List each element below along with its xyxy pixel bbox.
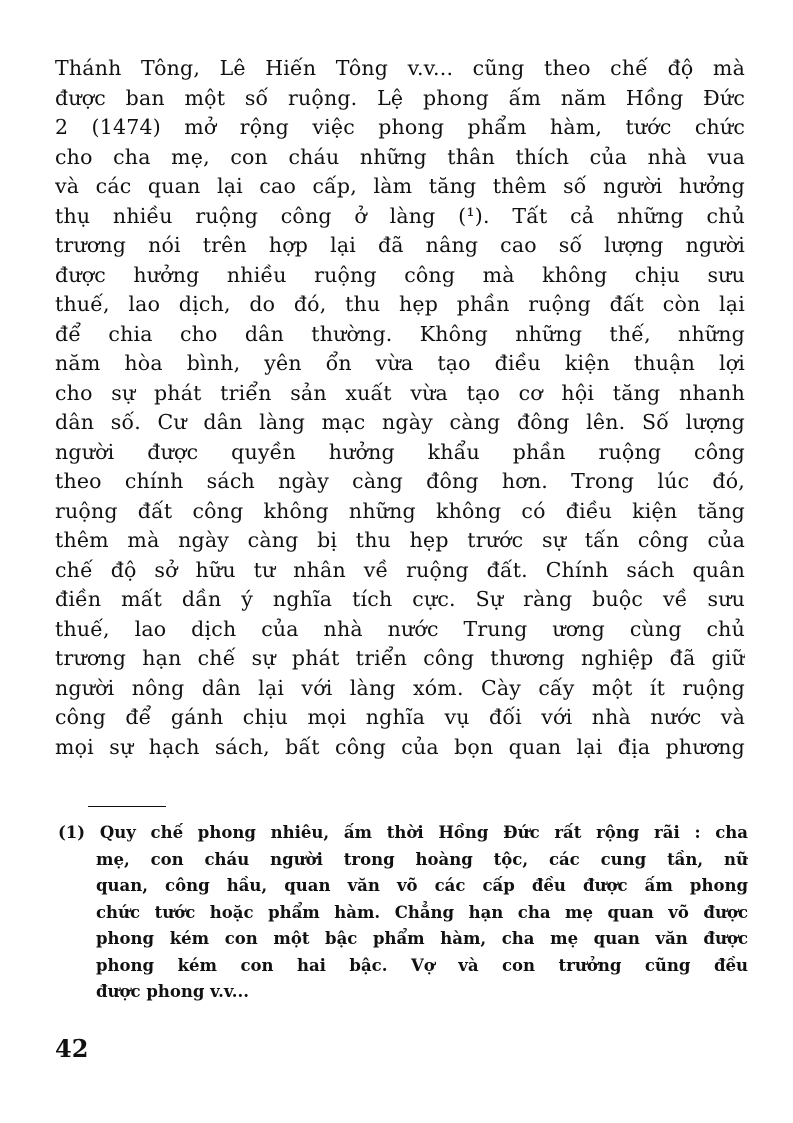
body-line: được ban một số ruộng. Lệ phong ấm năm Hồng Đức bbox=[55, 85, 745, 110]
body-line: Thánh Tông, Lê Hiến Tông v.v... cũng theo chế độ mà bbox=[55, 56, 745, 80]
body-text bbox=[55, 54, 745, 762]
footnote-marker: (1) bbox=[58, 823, 86, 842]
body-line: theo chính sách ngày càng đông hơn. Trong lúc đó, bbox=[55, 469, 745, 493]
body-line: trương nói trên hợp lại đã nâng cao số lượng người bbox=[55, 233, 745, 257]
body-line: mọi sự hạch sách, bất công của bọn quan lại địa phương bbox=[55, 734, 745, 759]
body-line: cho cha mẹ, con cháu những thân thích của nhà vua bbox=[55, 144, 745, 169]
footnote-line bbox=[58, 820, 748, 847]
body-line: thuế, lao dịch của nhà nước Trung ương cùng chủ bbox=[55, 616, 745, 641]
body-line: dân số. Cư dân làng mạc ngày càng đông lên. Số lượng bbox=[55, 410, 745, 434]
footnote-line: được phong v.v... bbox=[96, 982, 249, 1001]
footnote-line: quan, công hầu, quan văn võ các cấp đều được ấm phong bbox=[96, 876, 748, 895]
body-line: để chia cho dân thường. Không những thế, những bbox=[55, 321, 745, 346]
footnote bbox=[58, 820, 748, 1006]
body-line: thêm mà ngày càng bị thu hẹp trước sự tấn công của bbox=[55, 528, 745, 552]
body-line: thụ nhiều ruộng công ở làng (¹). Tất cả những chủ bbox=[55, 203, 745, 228]
body-line: công để gánh chịu mọi nghĩa vụ đối với nhà nước và bbox=[55, 705, 745, 729]
body-line: người được quyền hưởng khẩu phần ruộng công bbox=[55, 439, 745, 464]
body-line: và các quan lại cao cấp, làm tăng thêm số người hưởng bbox=[55, 174, 745, 198]
footnote-text: Quy chế phong nhiêu, ấm thời Hồng Đức rất rộng rãi : cha bbox=[99, 823, 748, 842]
body-line: ruộng đất công không những không có điều kiện tăng bbox=[55, 498, 745, 523]
footnote-line: phong kém con một bậc phẩm hàm, cha mẹ quan văn được bbox=[96, 929, 748, 948]
footnote-line: phong kém con hai bậc. Vợ và con trưởng cũng đều bbox=[96, 955, 748, 975]
body-line: được hưởng nhiều ruộng công mà không chịu sưu bbox=[55, 262, 745, 287]
page-number: 42 bbox=[55, 1034, 89, 1063]
body-line: 2 (1474) mở rộng việc phong phẩm hàm, tước chức bbox=[55, 115, 745, 139]
body-line: điền mất dần ý nghĩa tích cực. Sự ràng buộc về sưu bbox=[55, 587, 745, 611]
footnote-line: chức tước hoặc phẩm hàm. Chẳng hạn cha mẹ quan võ được bbox=[96, 902, 748, 922]
body-line: cho sự phát triển sản xuất vừa tạo cơ hội tăng nhanh bbox=[55, 380, 745, 405]
body-line: người nông dân lại với làng xóm. Cày cấy một ít ruộng bbox=[55, 675, 745, 700]
body-line: thuế, lao dịch, do đó, thu hẹp phần ruộng đất còn lại bbox=[55, 292, 745, 316]
body-line: trương hạn chế sự phát triển công thương nghiệp đã giữ bbox=[55, 646, 745, 670]
body-line: năm hòa bình, yên ổn vừa tạo điều kiện thuận lợi bbox=[55, 351, 745, 375]
footnote-line: mẹ, con cháu người trong hoàng tộc, các cung tần, nữ bbox=[96, 849, 748, 869]
footnote-divider bbox=[88, 806, 166, 807]
body-line: chế độ sở hữu tư nhân về ruộng đất. Chính sách quân bbox=[55, 557, 745, 582]
